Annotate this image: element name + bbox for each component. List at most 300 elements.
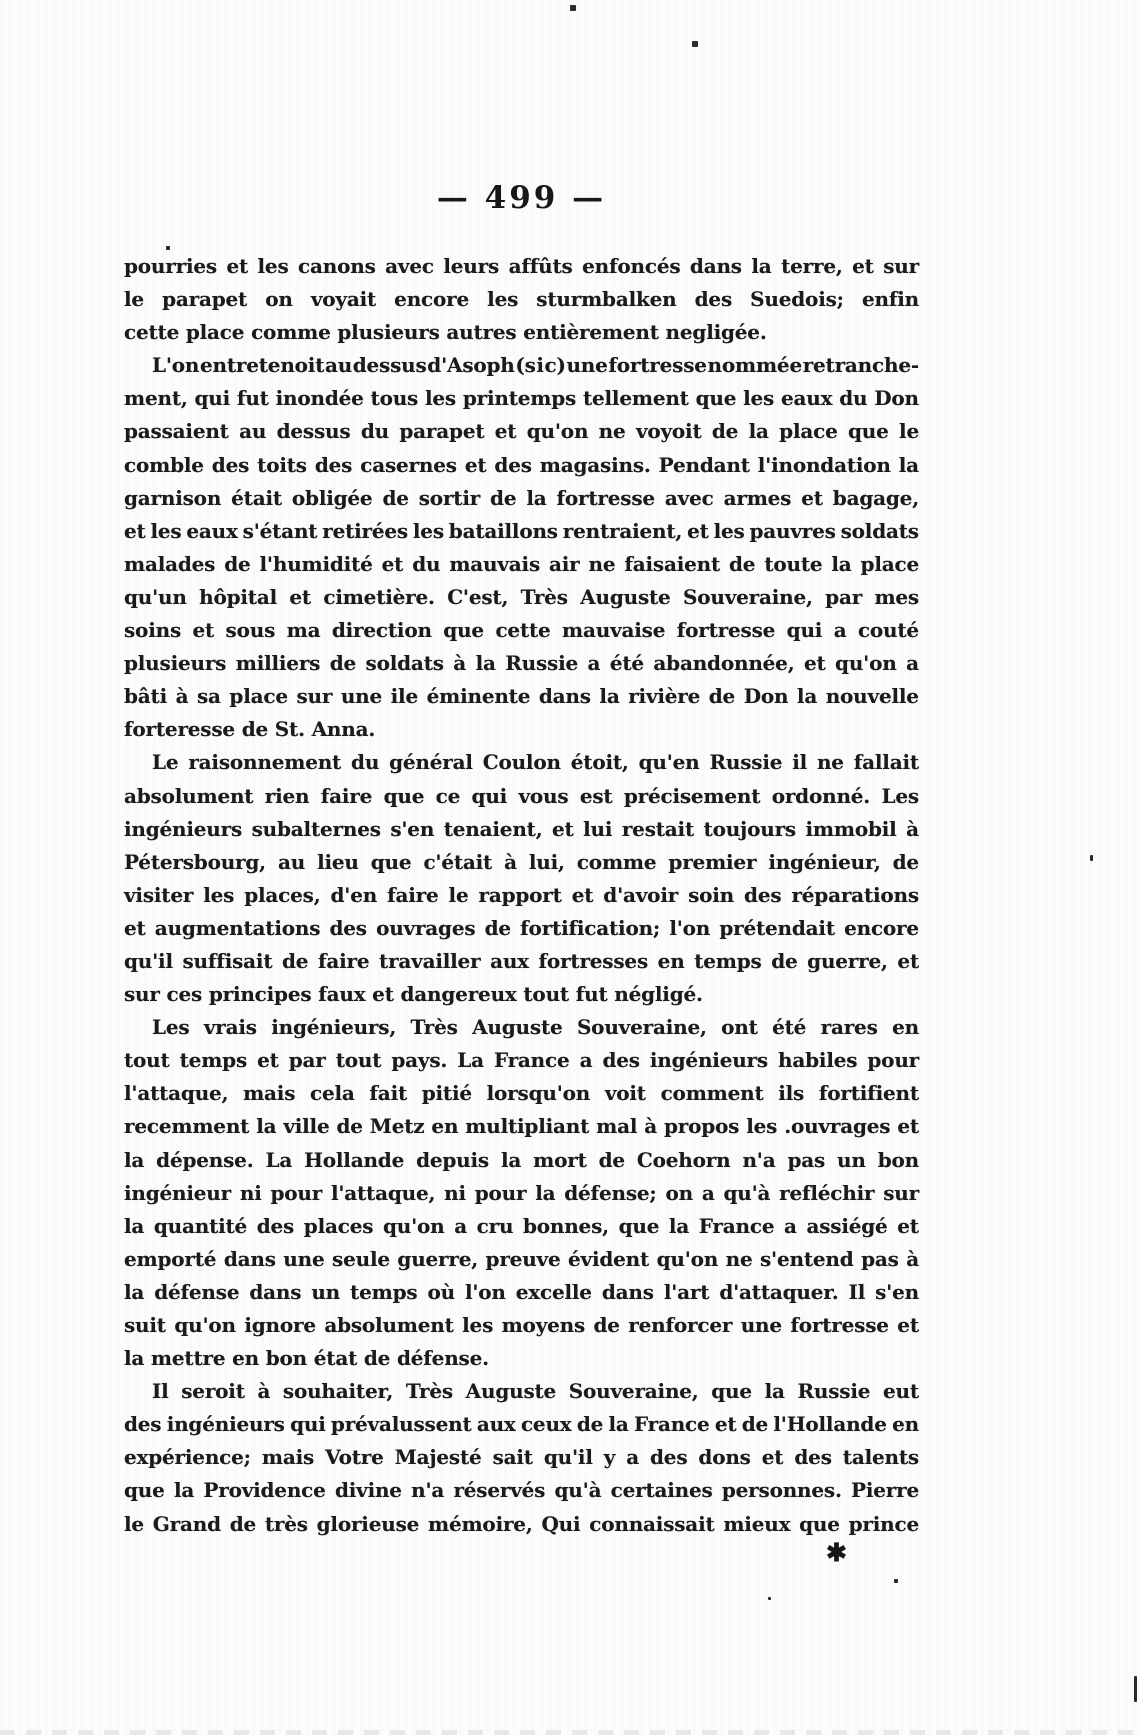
word: mieux: [723, 1511, 791, 1536]
word: eaux: [780, 386, 833, 411]
word: raisonnement: [188, 750, 342, 775]
word: des: [211, 452, 250, 477]
word: l'on: [669, 915, 711, 940]
word: du: [351, 750, 380, 775]
word: soldats: [840, 518, 919, 543]
word: Hollande: [304, 1147, 405, 1172]
word: qui: [786, 618, 823, 643]
word: a: [587, 651, 601, 676]
word: et: [124, 518, 146, 543]
word: lieu: [317, 849, 359, 874]
word: réparations: [791, 882, 919, 907]
word: mais: [261, 1445, 315, 1470]
word: Très: [405, 1379, 453, 1404]
word: défense: [154, 1279, 240, 1304]
word: mémoire,: [427, 1511, 533, 1536]
word: la: [256, 1114, 277, 1139]
word: milliers: [235, 651, 321, 676]
word: la: [751, 254, 772, 278]
word: .ouvrages: [784, 1114, 891, 1139]
word: des: [314, 452, 353, 477]
word: faire: [317, 948, 370, 973]
word: et: [464, 452, 487, 477]
word: la: [124, 1147, 145, 1172]
text-line: [124, 1276, 919, 1309]
word: au: [277, 849, 306, 874]
word: qu'à: [554, 1478, 602, 1503]
word: places,: [244, 882, 321, 907]
word: divine: [334, 1478, 402, 1503]
word: Le: [152, 750, 179, 775]
word: absolument: [324, 1313, 454, 1337]
word: que: [443, 618, 484, 643]
text-line: [124, 1309, 919, 1342]
word: des: [694, 287, 733, 312]
word: cimetière.: [323, 584, 435, 609]
word: soin: [688, 882, 735, 907]
word: enfoncés: [582, 254, 681, 278]
word: Votre: [325, 1445, 384, 1470]
word: et: [897, 1313, 919, 1337]
paragraph: [124, 746, 919, 1011]
scan-speck: [692, 41, 698, 47]
word: était: [231, 485, 282, 510]
word: des: [256, 1213, 295, 1238]
word: ils: [778, 1081, 805, 1106]
word: précisement: [623, 783, 761, 808]
word: les: [150, 518, 182, 543]
word: des: [794, 1445, 832, 1470]
word: et: [897, 948, 919, 973]
word: plusieurs: [124, 651, 227, 676]
word: de: [729, 551, 756, 576]
word: i: [536, 353, 544, 378]
word: sa: [196, 684, 221, 709]
word: excelle: [515, 1279, 592, 1304]
word: propos: [663, 1114, 740, 1139]
word: ile: [390, 684, 418, 709]
word: qu'en: [638, 750, 700, 775]
word: de: [771, 948, 798, 973]
word: temps: [179, 1048, 248, 1073]
word: à: [906, 816, 919, 841]
word: le: [899, 419, 919, 444]
word: connaissait: [589, 1511, 715, 1536]
word: que: [124, 1478, 165, 1503]
word: sur: [296, 684, 333, 709]
word: les: [713, 518, 745, 543]
word: d'attaquer.: [719, 1279, 839, 1304]
word: pitié: [421, 1081, 472, 1106]
word: lorsqu'on: [486, 1081, 591, 1106]
word: Les: [881, 783, 919, 808]
word: a: [701, 1180, 715, 1205]
word: de: [576, 1412, 604, 1437]
word: que: [383, 783, 425, 808]
word: ceux: [520, 1412, 572, 1437]
word: faire: [387, 882, 439, 907]
word: une: [340, 684, 383, 709]
word: rares: [820, 1015, 878, 1040]
word: les: [203, 882, 235, 907]
word: bon: [877, 1147, 919, 1172]
word: entretenoit: [199, 353, 325, 378]
word: tous: [370, 386, 419, 411]
word: Grand: [152, 1511, 221, 1536]
word: l'humidité: [259, 551, 373, 576]
word: prévalussent: [330, 1412, 472, 1437]
word: à: [453, 651, 467, 676]
word: que: [370, 849, 412, 874]
word: ont: [721, 1015, 758, 1040]
scan-speck: [768, 1597, 771, 1600]
word: Majesté: [394, 1445, 482, 1470]
word: de: [892, 849, 919, 874]
text-line: [124, 846, 919, 879]
word: et: [192, 618, 215, 643]
word: pourries: [124, 254, 217, 278]
word: le: [124, 287, 144, 312]
word: guerre,: [807, 948, 888, 973]
word: place: [229, 684, 288, 709]
word: de: [708, 684, 736, 709]
word: à: [644, 1114, 657, 1139]
word: inondée: [275, 386, 364, 411]
word: terre,: [781, 254, 843, 278]
text-line: [124, 515, 919, 548]
word: où: [427, 1279, 455, 1304]
word: eut: [882, 1379, 919, 1404]
word: quantité: [153, 1213, 248, 1238]
word: été: [609, 651, 644, 676]
word: cette: [495, 618, 551, 643]
word: la: [898, 452, 919, 477]
word: du: [412, 551, 441, 576]
word: et: [801, 485, 823, 510]
word: lui,: [528, 849, 565, 874]
word: pas: [861, 1246, 899, 1271]
word: ne: [598, 419, 626, 444]
word: à: [906, 1246, 919, 1271]
word: au: [239, 419, 267, 444]
word: avec: [385, 254, 434, 278]
word: immobil: [805, 816, 897, 841]
word: tout: [124, 1048, 170, 1073]
word: dessus: [276, 419, 351, 444]
word: place: [779, 419, 838, 444]
text-line: [124, 912, 919, 945]
word: parapet: [162, 287, 248, 312]
word: Souveraine,: [682, 584, 813, 609]
word: une: [740, 1313, 782, 1337]
word: fortresse: [556, 485, 655, 510]
word: fait: [369, 1081, 408, 1106]
word: les: [487, 287, 519, 312]
word: C'est,: [447, 584, 509, 609]
text-line: [124, 1177, 919, 1210]
word: la: [124, 1213, 145, 1238]
word: la: [796, 684, 818, 709]
word: subalternes: [251, 816, 381, 841]
word: sturmbalken: [536, 287, 677, 312]
word: la: [173, 1478, 195, 1503]
text-line: [124, 283, 919, 316]
word: premier: [668, 849, 757, 874]
word: qui: [471, 783, 508, 808]
word: augmentations: [154, 915, 321, 940]
word: l'inondation: [757, 452, 891, 477]
word: dans: [538, 684, 591, 709]
word: armes: [723, 485, 792, 510]
word: n'a: [742, 1147, 776, 1172]
text-line: [124, 449, 919, 482]
word: éminente: [426, 684, 531, 709]
word: personnes.: [721, 1478, 842, 1503]
word: que: [799, 1511, 840, 1536]
paragraph: [124, 349, 919, 746]
word: évident: [568, 1246, 650, 1271]
word: garnison: [124, 485, 222, 510]
text-column: [124, 250, 919, 1541]
word: air: [549, 551, 580, 576]
word: Don: [874, 386, 919, 411]
word: l'attaque,: [124, 1081, 229, 1106]
text-line: [124, 746, 919, 779]
word: la: [500, 1147, 522, 1172]
word: dépense.: [156, 1147, 254, 1172]
text-line: [124, 581, 919, 614]
word: c): [544, 353, 566, 378]
word: réservés: [453, 1478, 546, 1503]
word: prince: [848, 1511, 919, 1536]
word: et: [852, 254, 874, 278]
word: ni: [239, 1180, 262, 1205]
word: depuis: [416, 1147, 489, 1172]
word: suit: [124, 1313, 166, 1337]
word: la: [475, 651, 496, 676]
scan-speck: [1134, 1676, 1137, 1702]
word: des: [744, 882, 782, 907]
word: le: [124, 1511, 144, 1536]
word: ville: [283, 1114, 330, 1139]
text-line: [124, 647, 919, 680]
word: Suedois;: [750, 287, 844, 312]
word: défense;: [564, 1180, 657, 1205]
word: des: [602, 1048, 640, 1073]
word: La: [457, 1048, 484, 1073]
text-line: [124, 1011, 919, 1044]
word: travailler: [379, 948, 481, 973]
word: bataillons: [448, 518, 558, 543]
word: et: [687, 518, 709, 543]
word: rapport: [478, 882, 562, 907]
word: fortresse: [608, 353, 707, 378]
word: vrais: [203, 1015, 257, 1040]
word: tellement: [582, 386, 689, 411]
word: de: [224, 551, 251, 576]
word: passaient: [124, 419, 229, 444]
word: abandonnée,: [653, 651, 795, 676]
word: qui: [194, 386, 231, 411]
word: moyens: [501, 1313, 586, 1337]
word: parapet: [399, 419, 485, 444]
word: fortification;: [520, 915, 661, 940]
word: et: [897, 1213, 919, 1238]
word: preuve: [485, 1246, 561, 1271]
word: c'était: [423, 849, 493, 874]
word: Auguste: [580, 584, 671, 609]
word: a: [906, 651, 919, 676]
word: en: [892, 1015, 919, 1040]
word: que: [711, 1379, 752, 1404]
text-line: [124, 1408, 919, 1441]
word: de: [282, 948, 309, 973]
word: l'Hollande: [773, 1412, 887, 1437]
word: enfin: [861, 287, 919, 312]
word: Souveraine,: [568, 1379, 699, 1404]
word: et: [571, 882, 594, 907]
word: à: [257, 1379, 271, 1404]
word: mauvais: [449, 551, 541, 576]
word: le: [448, 882, 469, 907]
text-line: sur ces principes faux et dangereux tout fut négligé.: [124, 982, 703, 1007]
word: des: [329, 915, 367, 940]
word: Très: [410, 1015, 458, 1040]
word: restait: [621, 816, 694, 841]
word: renforcer: [628, 1313, 733, 1337]
word: temps: [694, 948, 762, 973]
word: ne: [816, 750, 844, 775]
text-line: [124, 1210, 919, 1243]
word: s'en: [390, 816, 435, 841]
word: places: [303, 1213, 374, 1238]
word: toits: [257, 452, 307, 477]
text-line: [124, 1474, 919, 1507]
word: la: [608, 1412, 629, 1437]
scan-speck: [166, 246, 170, 250]
text-line: [124, 250, 919, 283]
word: qu'on: [835, 651, 897, 676]
word: fortresses: [538, 948, 649, 973]
word: ingénieurs: [649, 1048, 768, 1073]
word: et: [803, 651, 826, 676]
word: dans: [223, 1246, 276, 1271]
word: rivière: [628, 684, 701, 709]
word: toute: [764, 551, 823, 576]
word: les: [746, 1114, 778, 1139]
word: au: [324, 353, 353, 378]
word: ordonné.: [771, 783, 871, 808]
word: a: [454, 1213, 467, 1238]
word: en: [892, 1412, 919, 1437]
word: il: [792, 750, 807, 775]
word: mes: [874, 584, 919, 609]
text-line: [124, 415, 919, 448]
paragraph: [124, 1011, 919, 1375]
word: que: [848, 419, 889, 444]
word: la: [764, 1379, 785, 1404]
word: affûts: [508, 254, 573, 278]
word: fortresse: [790, 1313, 889, 1337]
word: encore: [844, 915, 919, 940]
word: obligée: [291, 485, 373, 510]
word: magasins.: [539, 452, 651, 477]
word: fut: [236, 386, 269, 411]
word: qui: [290, 1412, 326, 1437]
word: Russie: [709, 750, 783, 775]
word: de: [593, 1313, 620, 1337]
word: comment: [660, 1081, 764, 1106]
scan-speck: [894, 1579, 898, 1583]
word: seroit: [181, 1379, 245, 1404]
word: fortresse: [676, 618, 776, 643]
word: de: [598, 1147, 625, 1172]
word: habiles: [778, 1048, 858, 1073]
word: et: [714, 1412, 737, 1437]
word: voyoit: [635, 419, 702, 444]
page-bottom-edge: [0, 1730, 1140, 1735]
text-line: [124, 813, 919, 846]
word: Pierre: [851, 1478, 919, 1503]
text-line: [124, 879, 919, 912]
word: suffisait: [182, 948, 273, 973]
word: assiégé: [806, 1213, 888, 1238]
word: sait: [492, 1445, 533, 1470]
word: qu'il: [543, 1445, 593, 1470]
word: une: [566, 353, 608, 378]
word: tout: [335, 1048, 382, 1073]
word: du: [360, 419, 389, 444]
word: nommée: [707, 353, 802, 378]
word: tenaient,: [443, 816, 543, 841]
text-line: [124, 1077, 919, 1110]
word: pour: [270, 1180, 323, 1205]
word: ce: [435, 783, 461, 808]
scan-speck: [1090, 855, 1093, 861]
word: un: [837, 1147, 866, 1172]
word: voyait: [310, 287, 377, 312]
word: toujours: [703, 816, 796, 841]
word: qu'on: [656, 1246, 719, 1271]
text-line: la mettre en bon état de défense.: [124, 1346, 489, 1371]
word: aux: [476, 1412, 516, 1437]
word: dons: [698, 1445, 751, 1470]
word: la: [668, 1213, 690, 1238]
page-number: — 499 —: [436, 180, 607, 216]
word: Russie: [797, 1379, 871, 1404]
text-line: [124, 780, 919, 813]
word: sortir: [418, 485, 481, 510]
word: Auguste: [472, 1015, 563, 1040]
word: aux: [490, 948, 529, 973]
word: ni: [444, 1180, 466, 1205]
scan-speck: [570, 5, 576, 11]
text-line: [124, 548, 919, 581]
word: ouvrages: [376, 915, 476, 940]
word: mal: [596, 1114, 638, 1139]
text-line: [124, 1110, 919, 1143]
word: les: [257, 254, 289, 278]
word: Les: [152, 1015, 190, 1040]
word: retirées: [322, 518, 408, 543]
word: y: [603, 1445, 616, 1470]
word: Don: [743, 684, 789, 709]
word: en: [431, 1114, 459, 1139]
word: Très: [520, 584, 568, 609]
word: les: [425, 386, 456, 411]
word: de: [229, 1511, 257, 1536]
word: l'attaque,: [330, 1180, 436, 1205]
